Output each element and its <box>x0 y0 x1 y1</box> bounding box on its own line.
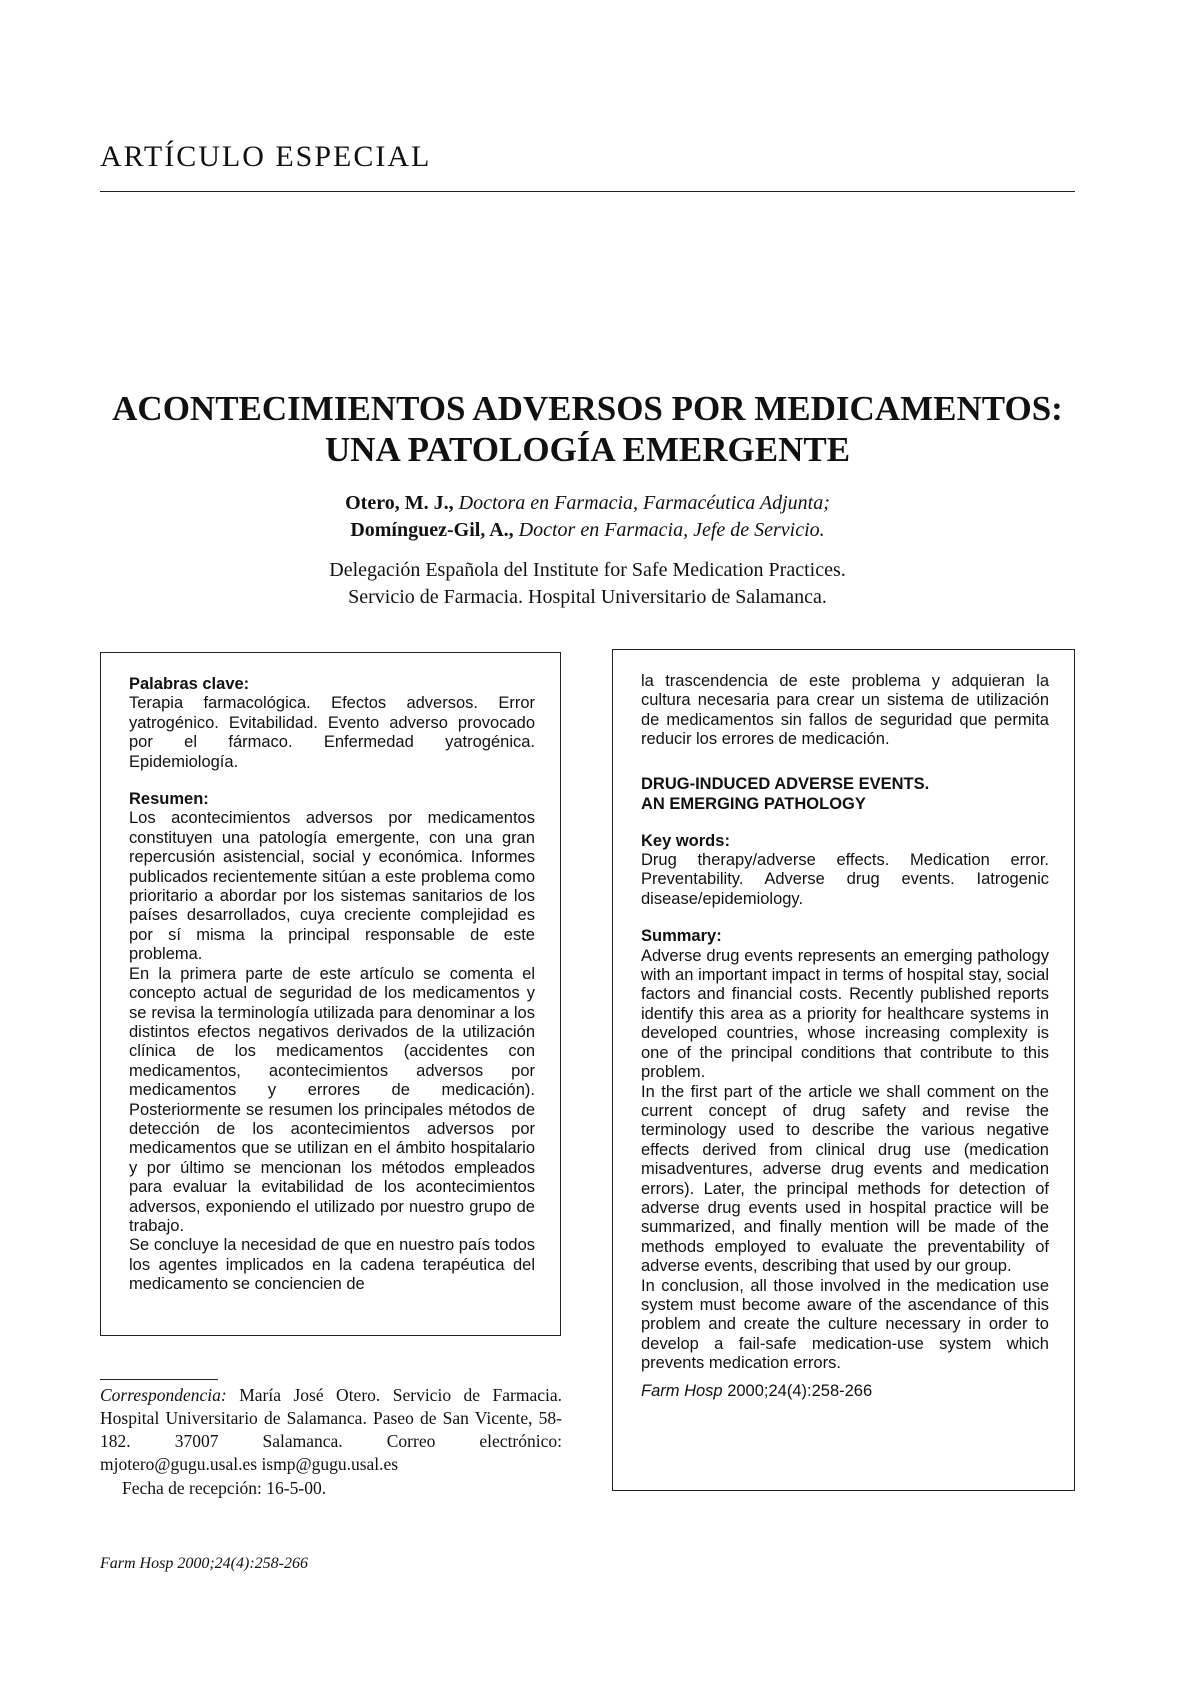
summary-heading-es: Resumen: <box>129 790 209 809</box>
correspondence-label: Correspondencia: <box>100 1385 227 1405</box>
keywords-es: Terapia farmacológica. Efectos adversos. Error yatrogénico. Evitabilidad. Evento adverso provocado por el fármaco. Enfermedad yatrogénica. Epidemiología. <box>129 694 535 771</box>
summary-paragraph-es-1: Los acontecimientos adversos por medicamentos constituyen una patología emergente, con una gran repercusión asistencial, social y económica. Informes publicados recientemente sitúan a este problema como prioritario a abordar por los sistemas sanitarios de los países desarrollados, cuya creciente complejidad es por sí misma la principal responsable de este problema. <box>129 809 535 964</box>
received-date: Fecha de recepción: 16-5-00. <box>122 1478 327 1498</box>
author-1-role: Doctora en Farmacia, Farmacéutica Adjunta; <box>458 492 830 514</box>
correspondence-footnote <box>100 1384 562 1476</box>
citation-ref: 2000;24(4):258-266 <box>727 1381 873 1400</box>
english-abstract-box <box>612 649 1075 1491</box>
summary-paragraph-en-3: In conclusion, all those involved in the medication use system must become aware of the ascendance of this problem and create the culture necessary in order to develop a fail-safe medication-use system which prevents medication errors. <box>641 1276 1049 1373</box>
footnote-divider <box>100 1379 218 1380</box>
affiliation-line2: Servicio de Farmacia. Hospital Universitario de Salamanca. <box>348 586 827 608</box>
author-2-name: Domínguez-Gil, A., <box>350 519 514 541</box>
keywords-en: Drug therapy/adverse effects. Medication error. Preventability. Adverse drug events. Iatrogenic disease/epidemiology. <box>641 851 1049 908</box>
keywords-heading-es: Palabras clave: <box>129 675 250 693</box>
correspondence-text: María José Otero. Servicio de Farmacia. Hospital Universitario de Salamanca. Paseo de San Vicente, 58-182. 37007 Salamanca. Correo electrónico: mjotero@gugu.usal.es ismp@gugu.usal.es <box>100 1385 563 1474</box>
article-title-line2: UNA PATOLOGÍA EMERGENTE <box>324 430 851 469</box>
summary-paragraph-es-3: Se concluye la necesidad de que en nuestro país todos los agentes implicados en la cadena terapéutica del medicamento se conciencien de <box>129 1236 535 1294</box>
page-footer: Farm Hosp 2000;24(4):258-266 <box>100 1555 308 1572</box>
english-title-line1: DRUG-INDUCED ADVERSE EVENTS. <box>641 774 930 793</box>
author-2 <box>100 517 1075 544</box>
article-title <box>100 388 1075 470</box>
summary-paragraph-en-2: In the first part of the article we shall comment on the current concept of drug safety and revise the terminology used to describe the various negative effects derived from clinical drug use (medication misadventures, adverse drug events and medication errors). Later, the principal methods for detection of adverse drug events used in hospital practice will be summarized, and finally mention will be made of the methods employed to evaluate the preventability of adverse events, describing that used by our group. <box>641 1082 1049 1276</box>
author-list <box>100 490 1075 544</box>
affiliation <box>100 557 1075 611</box>
english-title <box>641 774 1049 814</box>
summary-paragraph-en-1: Adverse drug events represents an emerging pathology with an important impact in terms of hospital stay, social factors and financial costs. Recently published reports identify this area as a priority for healthcare systems in developed countries, whose increasing complexity is one of the principal conditions that contribute to this problem. <box>641 946 1049 1082</box>
summary-continuation-es: la trascendencia de este problema y adquieran la cultura necesaria para crear un sistema de utilización de medicamentos sin fallos de seguridad que permita reducir los errores de medicación. <box>641 672 1049 749</box>
summary-paragraph-es-2: En la primera parte de este artículo se comenta el concepto actual de seguridad de los medicamentos y se revisa la terminología utilizada para denominar a los distintos efectos negativos derivados de la utilización clínica de los medicamentos (accidentes con medicamentos, acontecimientos adversos por medicamentos y errores de medicación). Posteriormente se resumen los principales métodos de detección de los acontecimientos adversos por medicamentos que se utilizan en el ámbito hospitalario y por último se mencionan los métodos empleados para evaluar la evitabilidad de los acontecimientos adversos, exponiendo el utilizado por nuestro grupo de trabajo. <box>129 964 535 1235</box>
spanish-abstract-box <box>100 652 561 1336</box>
article-title-line1: ACONTECIMIENTOS ADVERSOS POR MEDICAMENTOS: <box>112 389 1063 428</box>
section-divider <box>100 191 1075 192</box>
abstract-citation <box>641 1382 1049 1401</box>
section-label: ARTÍCULO ESPECIAL <box>100 140 432 173</box>
author-1 <box>100 490 1075 517</box>
keywords-heading-en: Key words: <box>641 831 730 850</box>
summary-heading-en: Summary: <box>641 927 722 946</box>
citation-journal: Farm Hosp <box>641 1381 723 1400</box>
affiliation-line1: Delegación Española del Institute for Safe Medication Practices. <box>329 559 846 581</box>
author-2-role: Doctor en Farmacia, Jefe de Servicio. <box>518 519 825 541</box>
author-1-name: Otero, M. J., <box>345 492 454 514</box>
english-title-line2: AN EMERGING PATHOLOGY <box>641 794 866 813</box>
